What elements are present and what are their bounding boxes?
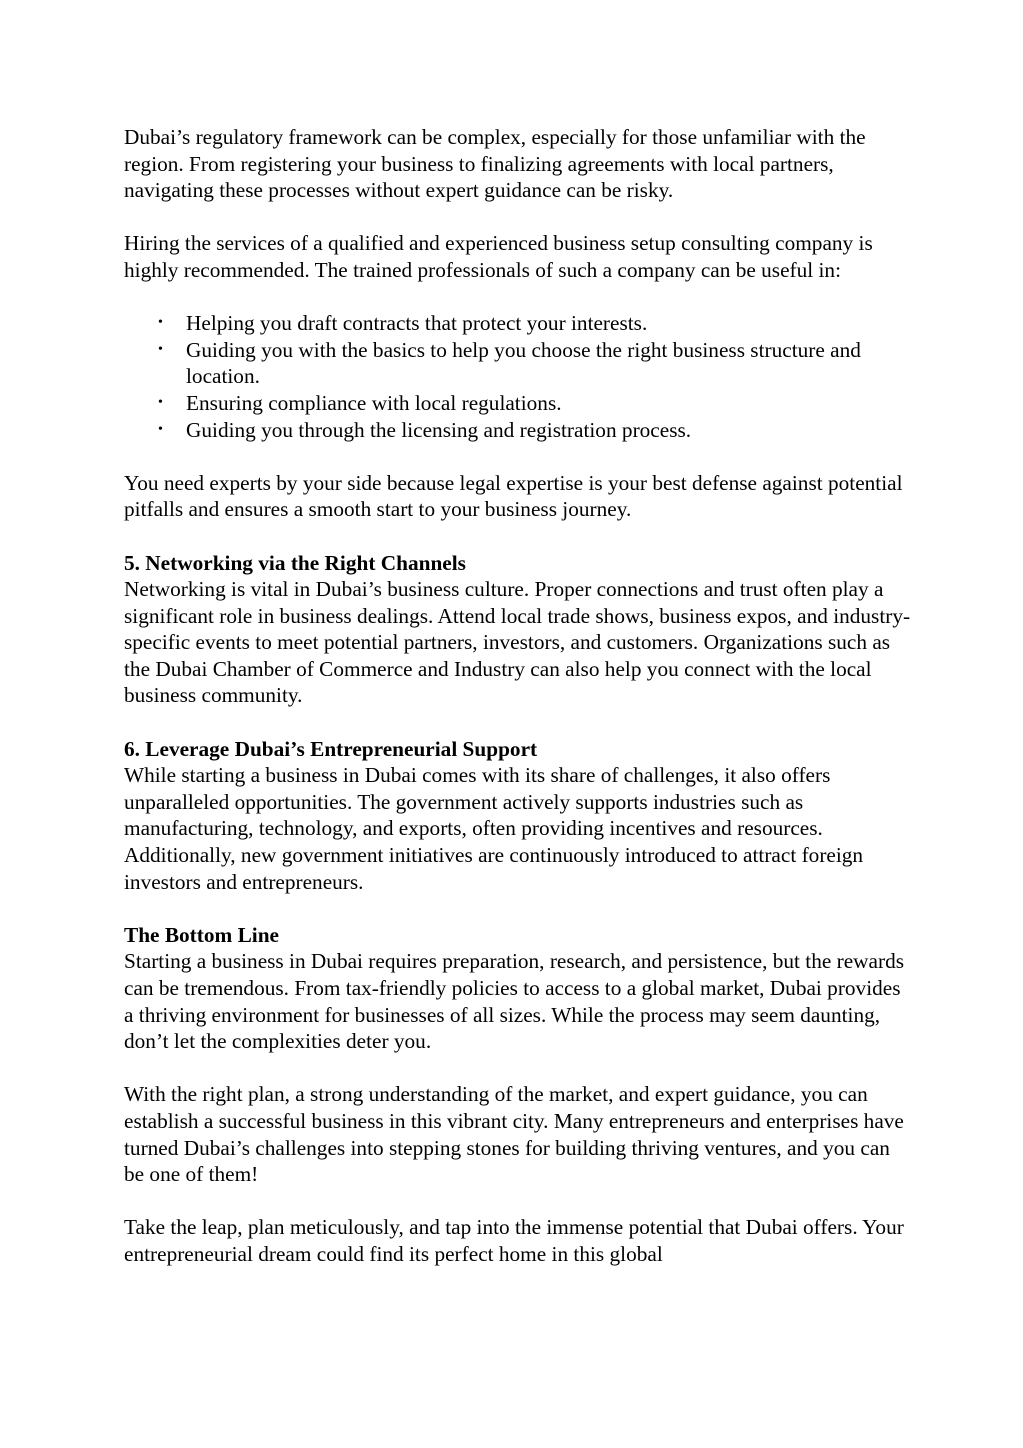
list-item xyxy=(158,390,914,417)
paragraph-regulatory-framework: Dubai’s regulatory framework can be complex, especially for those unfamiliar with the region. From registering your business to finalizing agreements with local partners, navigating these processes without expert guidance can be risky. xyxy=(124,125,866,203)
section-body: Networking is vital in Dubai’s business culture. Proper connections and trust often play a significant role in business dealings. Attend local trade shows, business expos, and industry-specific events to meet potential partners, investors, and customers. Organizations such as the Dubai Chamber of Commerce and Industry can also help you connect with the local business community. xyxy=(124,577,911,708)
document-page xyxy=(124,124,914,1268)
section-bottom-line xyxy=(124,922,914,1055)
bullet-icon: • xyxy=(158,341,163,357)
paragraph-hiring-consultants: Hiring the services of a qualified and experienced business setup consulting company is highly recommended. The trained professionals of such a company can be useful in: xyxy=(124,231,873,282)
list-item-text: Helping you draft contracts that protect your interests. xyxy=(186,311,648,336)
list-item-text: Guiding you through the licensing and registration process. xyxy=(186,417,692,442)
paragraph-take-the-leap: Take the leap, plan meticulously, and tap into the immense potential that Dubai offers. Your entrepreneurial dream could find its perfect home in this global xyxy=(124,1215,904,1266)
section-entrepreneurial-support xyxy=(124,736,914,896)
list-item xyxy=(158,417,914,444)
section-body: While starting a business in Dubai comes with its share of challenges, it also offers unparalleled opportunities. The government actively supports industries such as manufacturing, technology, and exports, often providing incentives and resources. Additionally, new government initiatives are continuously introduced to attract foreign investors and entrepreneurs. xyxy=(124,763,864,894)
bullet-icon: • xyxy=(158,315,163,331)
section-heading: 5. Networking via the Right Channels xyxy=(124,550,466,575)
section-networking xyxy=(124,550,914,710)
paragraph-legal-expertise: You need experts by your side because legal expertise is your best defense against potential pitfalls and ensures a smooth start to your business journey. xyxy=(124,470,903,522)
section-heading: The Bottom Line xyxy=(124,922,279,947)
list-item xyxy=(158,310,914,337)
list-item-text: Ensuring compliance with local regulations. xyxy=(186,390,562,415)
paragraph-right-plan: With the right plan, a strong understanding of the market, and expert guidance, you can establish a successful business in this vibrant city. Many entrepreneurs and enterprises have turned Dubai’s challenges into stepping stones for building thriving ventures, and you can be one of them! xyxy=(124,1082,904,1187)
section-body: Starting a business in Dubai requires preparation, research, and persistence, but the rewards can be tremendous. From tax-friendly policies to access to a global market, Dubai provides a thriving environment for businesses of all sizes. While the process may seem daunting, don’t let the complexities deter you. xyxy=(124,949,905,1054)
section-heading: 6. Leverage Dubai’s Entrepreneurial Support xyxy=(124,736,538,761)
list-item xyxy=(158,337,914,390)
list-item-text: Guiding you with the basics to help you choose the right business structure and location. xyxy=(186,337,861,389)
bullet-list xyxy=(124,310,914,443)
bullet-icon: • xyxy=(158,394,163,410)
bullet-icon: • xyxy=(158,421,163,437)
